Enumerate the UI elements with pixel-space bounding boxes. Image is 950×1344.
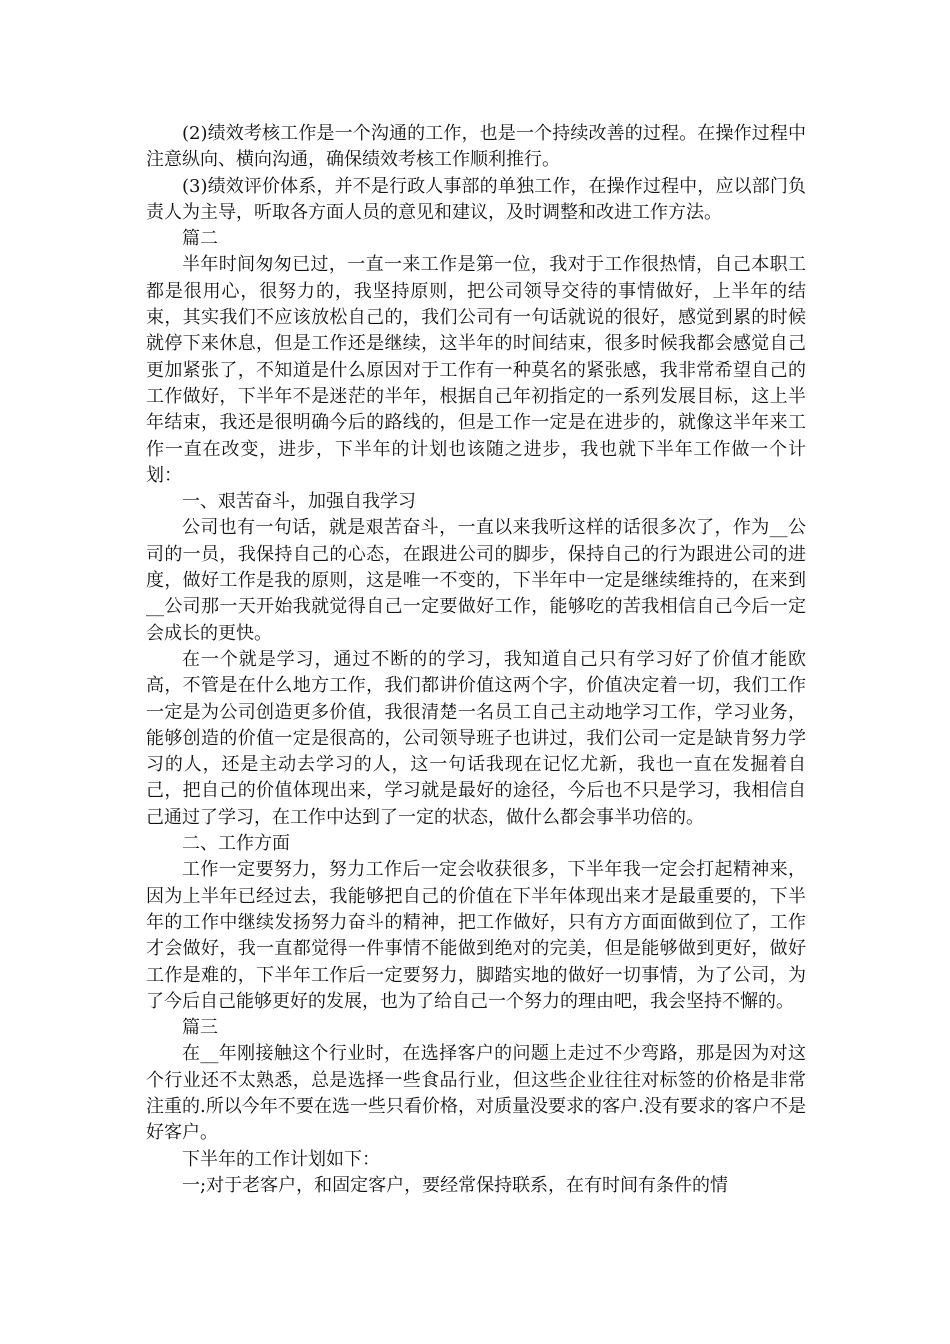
paragraph: 在一个就是学习，通过不断的的学习，我知道自己只有学习好了价值才能欧高，不管是在什么地方工作，我们都讲价值这两个字，价值决定着一切，我们工作一定是为公司创造更多价值，我很清楚一名员工自己主动地学习工作，学习业务，能够创造的价值一定是很高的，公司领导班子也讲过，我们公司一定是缺肯努力学习的人，还是主动去学习的人，这一句话我现在记忆尤新，我也一直在发掘着自己，把自己的价值体现出来，学习就是最好的途径，今后也不只是学习，我相信自己通过了学习，在工作中达到了一定的状态，做什么都会事半功倍的。 (146, 648, 806, 828)
paragraph: (3)绩效评价体系，并不是行政人事部的单独工作，在操作过程中，应以部门负责人为主导，听取各方面人员的意见和建议，及时调整和改进工作方法。 (146, 175, 806, 223)
section-heading: 篇二 (182, 228, 218, 250)
paragraph: 一;对于老客户，和固定客户，要经常保持联系，在有时间有条件的情 (182, 1174, 729, 1196)
section-heading: 一、艰苦奋斗，加强自我学习 (182, 491, 416, 513)
document-body (146, 121, 806, 1199)
paragraph: 工作一定要努力，努力工作后一定会收获很多，下半年我一定会打起精神来，因为上半年已经过去，我能够把自己的价值在下半年体现出来才是最重要的，下半年的工作中继续发扬努力奋斗的精神，把工作做好，只有方方面面做到位了，工作才会做好，我一直都觉得一件事情不能做到绝对的完美，但是能够做到更好，做好工作是难的，下半年工作后一定要努力，脚踏实地的做好一切事情，为了公司，为了今后自己能够更好的发展，也为了给自己一个努力的理由吧，我会坚持不懈的。 (146, 859, 806, 1012)
paragraph: (2)绩效考核工作是一个沟通的工作，也是一个持续改善的过程。在操作过程中注意纵向、横向沟通，确保绩效考核工作顺利推行。 (146, 123, 806, 171)
section-heading: 二、工作方面 (182, 833, 290, 855)
paragraph: 在__年刚接触这个行业时，在选择客户的问题上走过不少弯路，那是因为对这个行业还不太熟悉，总是选择一些食品行业，但这些企业往往对标签的价格是非常注重的.所以今年不要在选一些只看价格，对质量没要求的客户.没有要求的客户不是好客户。 (146, 1043, 806, 1144)
paragraph: 公司也有一句话，就是艰苦奋斗，一直以来我听这样的话很多次了，作为__公司的一员，我保持自己的心态，在跟进公司的脚步，保持自己的行为跟进公司的进度，做好工作是我的原则，这是唯一不变的，下半年中一定是继续维持的，在来到__公司那一天开始我就觉得自己一定要做好工作，能够吃的苦我相信自己今后一定会成长的更快。 (146, 517, 806, 644)
section-heading: 篇三 (182, 1017, 218, 1039)
paragraph: 半年时间匆匆已过，一直一来工作是第一位，我对于工作很热情，自己本职工都是很用心，很努力的，我坚持原则，把公司领导交待的事情做好，上半年的结束，其实我们不应该放松自己的，我们公司有一句话就说的很好，感觉到累的时候就停下来休息，但是工作还是继续，这半年的时间结束，很多时候我都会感觉自己更加紧张了，不知道是什么原因对于工作有一种莫名的紧张感，我非常希望自己的工作做好，下半年不是迷茫的半年，根据自己年初指定的一系列发展目标，这上半年结束，我还是很明确今后的路线的，但是工作一定是在进步的，就像这半年来工作一直在改变，进步，下半年的计划也该随之进步，我也就下半年工作做一个计划： (146, 254, 806, 486)
paragraph: 下半年的工作计划如下： (182, 1148, 380, 1170)
